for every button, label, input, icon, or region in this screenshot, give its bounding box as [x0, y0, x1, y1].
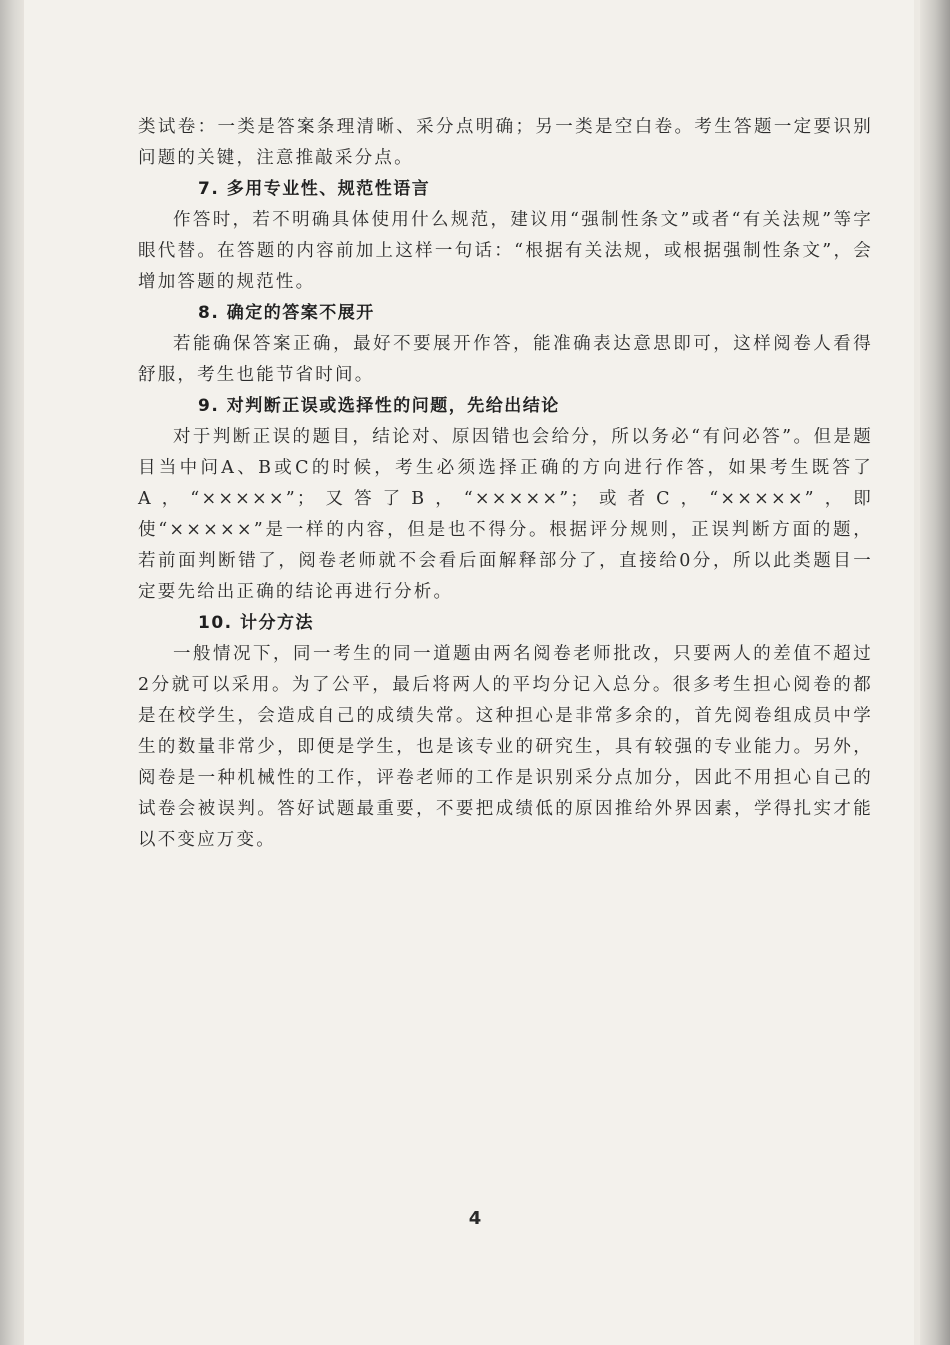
page-number: 4	[468, 1208, 482, 1229]
section-10-heading: 10. 计分方法	[198, 613, 315, 633]
section-9-body: 对于判断正误的题目，结论对、原因错也会给分，所以务必“有问必答”。但是题目当中问A、B或C的时候，考生必须选择正确的方向进行作答，如果考生既答了A，“×××××”；又答了B，“×××××”；或者C，“×××××”，即使“×××××”是一样的内容，但是也不得分。根据评分规则，正误判断方面的题，若前面判断错了，阅卷老师就不会看后面解释部分了，直接给0分，所以此类题目一定要先给出正确的结论再进行分析。	[138, 427, 873, 602]
section-9-heading: 9. 对判断正误或选择性的问题，先给出结论	[198, 396, 560, 416]
section-8-body: 若能确保答案正确，最好不要展开作答，能准确表达意思即可，这样阅卷人看得舒服，考生也能节省时间。	[138, 334, 873, 385]
section-8-heading: 8. 确定的答案不展开	[198, 303, 375, 323]
section-7-body: 作答时，若不明确具体使用什么规范，建议用“强制性条文”或者“有关法规”等字眼代替。在答题的内容前加上这样一句话：“根据有关法规，或根据强制性条文”，会增加答题的规范性。	[138, 210, 873, 292]
page-edge-left	[0, 0, 24, 1345]
page-content	[138, 112, 873, 856]
section-7-heading: 7. 多用专业性、规范性语言	[198, 179, 431, 199]
page-edge-right	[920, 0, 950, 1345]
section-10-body: 一般情况下，同一考生的同一道题由两名阅卷老师批改，只要两人的差值不超过2分就可以采用。为了公平，最后将两人的平均分记入总分。很多考生担心阅卷的都是在校学生，会造成自己的成绩失常。这种担心是非常多余的，首先阅卷组成员中学生的数量非常少，即便是学生，也是该专业的研究生，具有较强的专业能力。另外，阅卷是一种机械性的工作，评卷老师的工作是识别采分点加分，因此不用担心自己的试卷会被误判。答好试题最重要，不要把成绩低的原因推给外界因素，学得扎实才能以不变应万变。	[138, 644, 873, 850]
paragraph-continued: 类试卷：一类是答案条理清晰、采分点明确；另一类是空白卷。考生答题一定要识别问题的关键，注意推敲采分点。	[138, 117, 873, 168]
